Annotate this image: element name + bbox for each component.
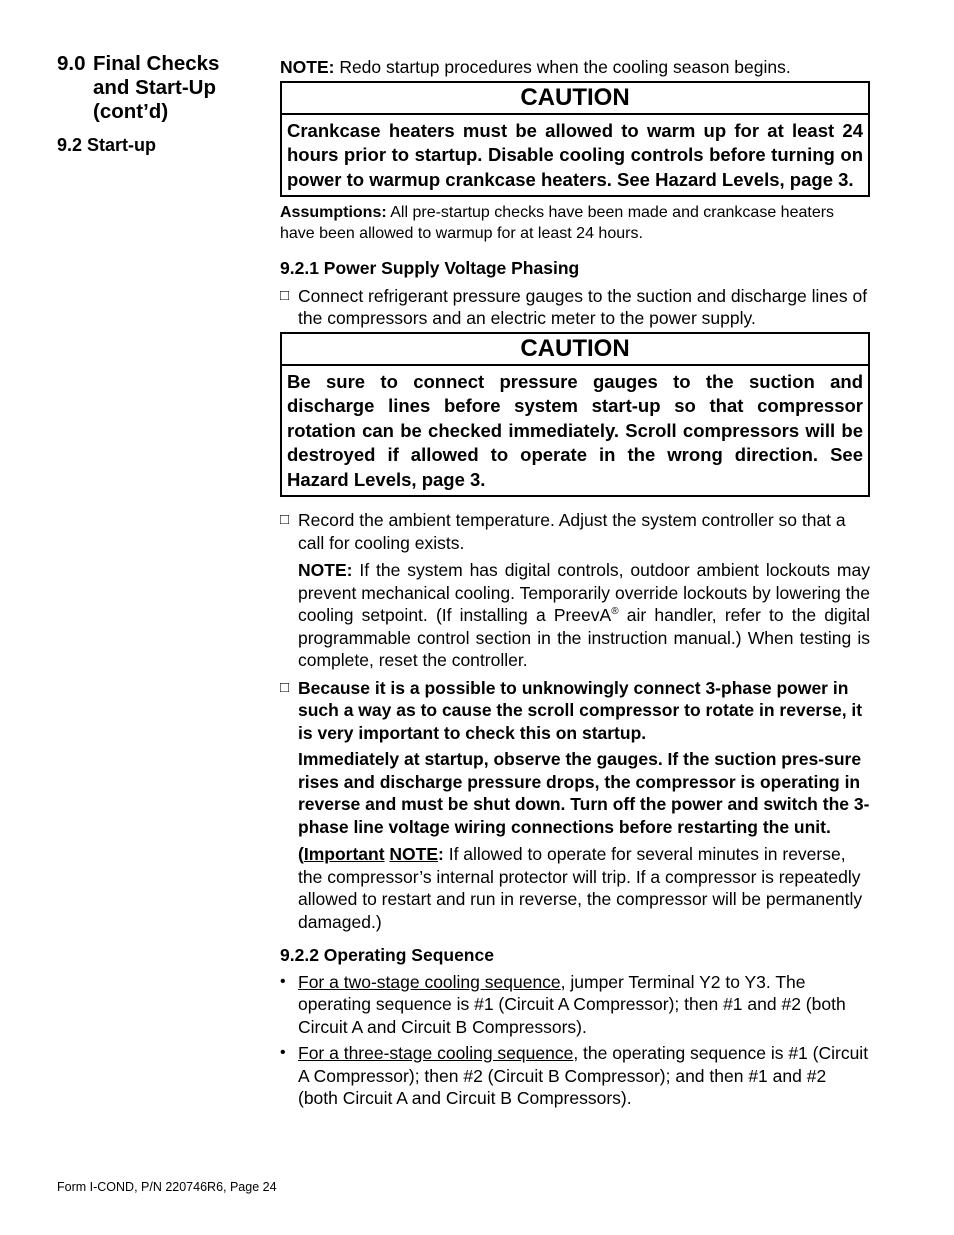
heading-921: 9.2.1 Power Supply Voltage Phasing <box>280 258 580 278</box>
checklist-item-1 <box>280 285 870 330</box>
checkbox-icon: □ <box>280 511 290 528</box>
assumptions-label: Assumptions: <box>280 204 387 221</box>
checklist-text-2: Record the ambient temperature. Adjust the system controller so that a call for cooling exists. <box>298 510 846 553</box>
list-item <box>280 971 870 1039</box>
note-text-2a: If the system has digital controls, outdoor ambient lockouts may prevent mechanical cooling. Temporarily override lockouts by lowering the cooling setpoint. (If installing a PreevA <box>298 560 870 625</box>
section-title-line2: and Start-Up <box>93 76 216 99</box>
note-text-2b: air handler, refer to the digital programmable control section in the instruction manual.) When testing is complete, reset the controller. <box>298 605 870 670</box>
caution-title-1: CAUTION <box>282 83 868 115</box>
note-text: Redo startup procedures when the cooling season begins. <box>334 57 791 77</box>
caution-body-2: Be sure to connect pressure gauges to the suction and discharge lines before system start-up so that compressor rotation can be checked immediately. Scroll compressors will be destroyed if allowed to operate in the wrong direction. See Hazard Levels, page 3. <box>287 370 863 490</box>
heading-922: 9.2.2 Operating Sequence <box>280 945 494 965</box>
section-number: 9.0 <box>57 52 86 75</box>
caution-box-2 <box>280 332 870 498</box>
caution-title-2: CAUTION <box>282 334 868 366</box>
section-title-line3: (cont’d) <box>93 100 169 123</box>
checklist-item-2 <box>280 509 870 554</box>
subsection-heading: 9.2 Start-up <box>57 135 157 155</box>
important-colon: : <box>438 844 444 864</box>
sidebar <box>57 52 257 156</box>
checklist-text-1: Connect refrigerant pressure gauges to the suction and discharge lines of the compressors and an electric meter to the power supply. <box>298 285 868 328</box>
main-content <box>280 56 870 1110</box>
page-footer: Form I-COND, P/N 220746R6, Page 24 <box>57 1180 277 1194</box>
note-label: NOTE: <box>280 57 335 77</box>
checklist-text-3: Because it is a possible to unknowingly connect 3-phase power in such a way as to cause the scroll compressor to rotate in reverse, it is very important to check this on startup. <box>298 677 863 743</box>
note-digital-controls <box>280 559 870 672</box>
list-item <box>280 1042 870 1110</box>
bullet-icon: • <box>280 1044 286 1061</box>
section-title-line1: Final Checks <box>93 52 220 75</box>
bullet-text-2: , the operating sequence is #1 (Circuit A Compressor); then #2 (Circuit B Compressor); and then #1 and #2 (both Circuit A and Circuit B Compressors). <box>298 1043 869 1108</box>
bullet-icon: • <box>280 972 286 990</box>
important-note-label: NOTE <box>389 844 439 864</box>
checkbox-icon: □ <box>280 286 290 304</box>
assumptions <box>280 202 870 244</box>
important-paren: ( <box>298 844 304 864</box>
checkbox-icon: □ <box>280 678 290 696</box>
note-top <box>280 56 870 79</box>
bullet-lead-1: For a two-stage cooling sequence <box>298 971 561 992</box>
bullet-lead-2: For a three-stage cooling sequence <box>298 1043 574 1063</box>
section-heading <box>57 52 257 124</box>
important-note <box>280 843 870 933</box>
startup-observe-paragraph: Immediately at startup, observe the gauges. If the suction pres-sure rises and discharge pressure drops, the compressor is operating in reverse and must be shut down. Turn off the power and switch the 3-phase line voltage wiring connections before restarting the unit. <box>298 749 870 837</box>
registered-mark: ® <box>611 606 619 618</box>
important-text: If allowed to operate for several minutes in reverse, the compressor’s internal protector will trip. If a compressor is repeatedly allowed to restart and run in reverse, the compressor will be permanently damaged.) <box>298 844 863 932</box>
important-label: Important <box>303 844 385 864</box>
note-label-2: NOTE: <box>298 560 353 580</box>
caution-box-1 <box>280 81 870 198</box>
bullet-text-1: , jumper Terminal Y2 to Y3. The operating sequence is #1 (Circuit A Compressor); then #1 and #2 (both Circuit A and Circuit B Compressors). <box>298 971 846 1037</box>
checklist-item-3 <box>280 677 870 745</box>
caution-body-1: Crankcase heaters must be allowed to warm up for at least 24 hours prior to startup. Disable cooling controls before turning on power to warmup crankcase heaters. See Hazard Levels, page 3. <box>287 119 863 190</box>
assumptions-text: All pre-startup checks have been made and crankcase heaters have been allowed to warmup for at least 24 hours. <box>280 204 835 242</box>
